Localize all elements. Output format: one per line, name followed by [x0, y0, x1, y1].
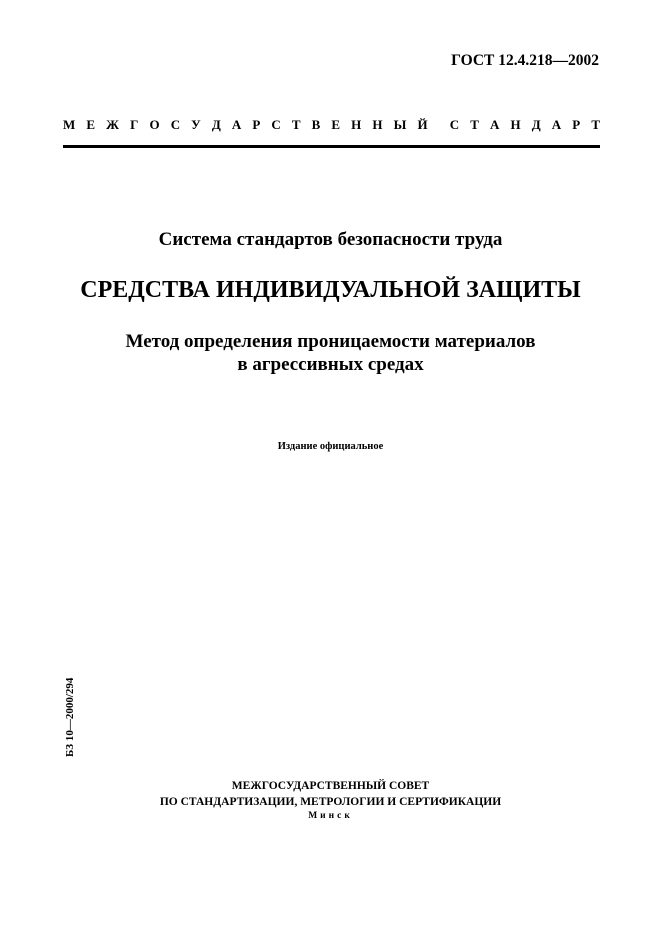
- category-letter: Д: [531, 117, 541, 132]
- category-letter: Н: [351, 117, 362, 132]
- category-letter: Н: [372, 117, 383, 132]
- publisher-city: Минск: [308, 811, 353, 821]
- category-letter: А: [231, 117, 242, 132]
- category-letter: Т: [591, 117, 600, 132]
- category-letter: Р: [252, 117, 261, 132]
- document-title: СРЕДСТВА ИНДИВИДУАЛЬНОЙ ЗАЩИТЫ: [80, 277, 581, 303]
- category-letter: С: [271, 117, 281, 132]
- document-subtitle: [0, 330, 661, 376]
- standards-system-title: Система стандартов безопасности труда: [158, 229, 503, 250]
- publisher-line-2: ПО СТАНДАРТИЗАЦИИ, МЕТРОЛОГИИ И СЕРТИФИКАЦИИ: [159, 796, 502, 808]
- category-letter: Д: [211, 117, 221, 132]
- standard-category: [63, 117, 600, 133]
- category-letter: У: [191, 117, 201, 132]
- category-letter: Г: [130, 117, 139, 132]
- publisher-line-1: МЕЖГОСУДАРСТВЕННЫЙ СОВЕТ: [231, 780, 430, 792]
- category-letter: Н: [510, 117, 521, 132]
- document-code: ГОСТ 12.4.218—2002: [451, 52, 599, 69]
- category-letter: Т: [291, 117, 301, 132]
- category-letter: Р: [572, 117, 581, 132]
- header-rule: [63, 145, 600, 148]
- edition-note: Издание официальное: [277, 441, 384, 452]
- subtitle-line-2: в агрессивных средах: [237, 354, 424, 375]
- category-letter: М: [63, 117, 76, 132]
- category-letter: А: [490, 117, 500, 132]
- category-letter: О: [149, 117, 160, 132]
- catalog-code: БЗ 10—2000/294: [64, 677, 76, 757]
- category-letter: С: [170, 117, 181, 132]
- category-letter: Е: [331, 117, 341, 132]
- category-letter: Ы: [393, 117, 407, 132]
- category-letter: Е: [86, 117, 96, 132]
- category-letter: Т: [470, 117, 479, 132]
- category-letter: Ж: [106, 117, 119, 132]
- category-letter: С: [449, 117, 460, 132]
- category-letter: В: [311, 117, 321, 132]
- subtitle-line-1: Метод определения проницаемости материалов: [125, 331, 536, 352]
- category-letter: Й: [417, 117, 428, 132]
- category-letter: А: [551, 117, 562, 132]
